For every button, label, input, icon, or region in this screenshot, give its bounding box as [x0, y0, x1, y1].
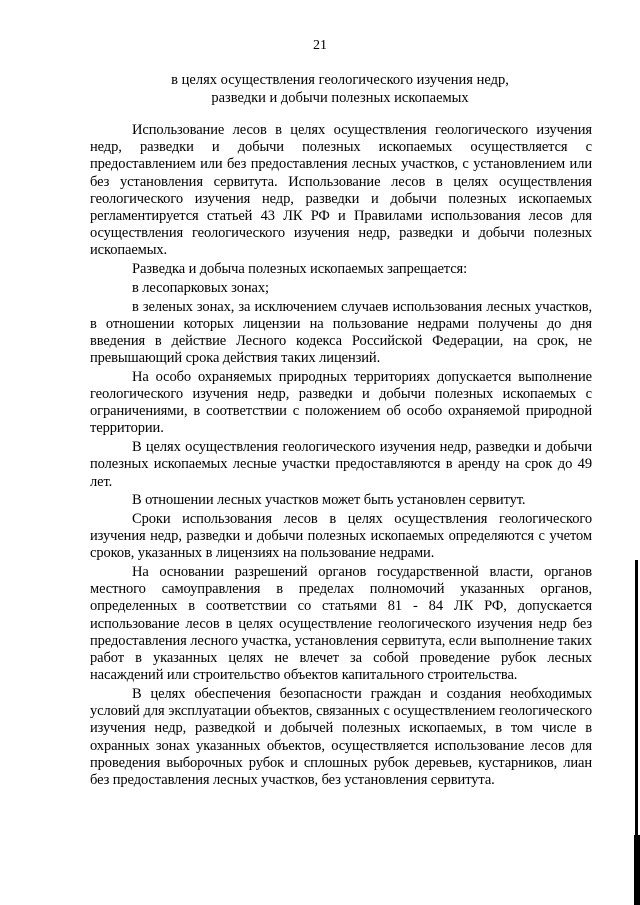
paragraph-lease-term: В целях осуществления геологического изучения недр, разведки и добычи полезных ископаемых лесные участки предоставляются в аренду на срок до 49 лет. — [90, 439, 592, 490]
paragraph-protected-areas: На особо охраняемых природных территориях допускается выполнение геологического изучения недр, разведки и добычи полезных ископаемых с ограничениями, в соответствии с положением об особо охраняемой природной территории. — [90, 368, 592, 437]
section-title-line-2: разведки и добычи полезных ископаемых — [211, 90, 469, 106]
page-number: 21 — [313, 38, 327, 53]
paragraph-safety-cutting: В целях обеспечения безопасности граждан и создания необходимых условий для эксплуатации объектов, связанных с осуществлением геологического изучения недр, разведкой и добычей полезных ископаемых, в том числе в охранных зонах указанных объектов, осуществляется использование лесов для проведения выборочных рубок и сплошных рубок деревьев, кустарников, лиан без предоставления лесных участков, без установления сервитута. — [90, 686, 592, 789]
section-title-line-1: в целях осуществления геологического изучения недр, — [171, 72, 509, 88]
paragraph-permits: На основании разрешений органов государственной власти, органов местного самоуправления в пределах полномочий указанных органов, определенных в соответствии со статьями 81 - 84 ЛК РФ, допускается использование лесов в целях осуществление геологического изучения недр без предоставления лесного участка, установления сервитута, если выполнение таких работ в указанных целях не влечет за собой проведение рубок лесных насаждений или строительство объектов капитального строительства. — [90, 564, 592, 684]
paragraph-forest-use-overview: Использование лесов в целях осуществления геологического изучения недр, разведки и добычи полезных ископаемых осуществляется с предоставлением или без предоставления лесных участков, с установлением или без установления сервитута. Использование лесов в целях осуществления геологического изучения недр, разведки и добычи полезных ископаемых регламентируется статьей 43 ЛК РФ и Правилами использования лесов для осуществления геологического изучения недр, разведки и добычи полезных ископаемых. — [90, 122, 592, 259]
paragraph-forest-park-zones: в лесопарковых зонах; — [132, 279, 269, 296]
section-title — [90, 71, 590, 107]
document-body — [90, 122, 592, 789]
paragraph-use-terms: Сроки использования лесов в целях осуществления геологического изучения недр, разведки и добычи полезных ископаемых определяются с учетом сроков, указанных в лицензиях на пользование недрами. — [90, 510, 592, 562]
scan-edge-shadow-bottom — [634, 835, 640, 905]
paragraph-green-zones: в зеленых зонах, за исключением случаев использования лесных участков, в отношении которых лицензии на пользование недрами получены до дня введения в действие Лесного кодекса Российской Федерации, на срок, не превышающий срока действия таких лицензий. — [90, 298, 592, 367]
paragraph-easement: В отношении лесных участков может быть установлен сервитут. — [132, 492, 526, 509]
paragraph-prohibition-intro: Разведка и добыча полезных ископаемых запрещается: — [132, 261, 468, 278]
